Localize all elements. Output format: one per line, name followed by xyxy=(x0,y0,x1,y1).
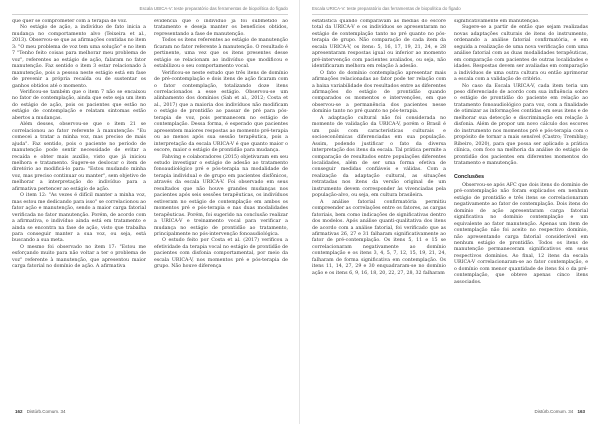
paragraph: O item 12: "As vezes é difícil manter a minha voz, mas estou me dedicando para isso" se correlacionou ao fator ação e manutenção, sendo a maior carga fatorial verificada no fator manutenção. Porém, de acordo com a afirmativa, o indivíduo ainda está em tratamento e ainda se encontra na fase de ação, visto que trabalha para conseguir manter a sua voz, ou seja, está buscando a sua meta. xyxy=(12,193,146,244)
section-heading: Conclusões xyxy=(454,174,485,181)
paragraph: O mesmo foi observado no item 17: "Estou me esforçando muito para não voltar a ter o problema de voz" referente à manutenção, que apresentou maior carga fatorial no domínio de ação. A afirmativa xyxy=(12,244,146,270)
text-columns xyxy=(312,19,588,405)
left-column-2 xyxy=(154,19,288,405)
paragraph: evidencia que o indivíduo já foi submetido ao tratamento e deseja manter os benefícios obtidos, representando a fase de manutenção. xyxy=(154,19,288,37)
left-column-1 xyxy=(12,19,146,405)
footer-label: Distúrb.Comum. 34 xyxy=(534,409,574,414)
right-column-2 xyxy=(454,19,588,405)
text-columns xyxy=(12,19,288,405)
paragraph: No estágio de ação, a indivíduo de fato inicia a mudança no comportamento alvo (Teixeira et al., 2013). Observou-se que as afirmações contidas no item 3: "O meu problema de voz tem uma solução" e no item 7 "Tenho feito coisas para melhorar meu problema de voz", referentes ao estágio de ação, falaram no fator manutenção. Faz sentido o item 3 estar relacionado à manutenção, pois a pessoa neste estágio está em fase de prevenir a própria recaída ou de sustentar os ganhos obtidos até o momento. xyxy=(12,25,146,89)
paragraph: Todos os itens referentes ao estágio de manutenção ficaram no fator referente à manutenção. O resultado é pertinente, uma vez que os itens presentes desse estágio se relacionam ao indivíduo que modificou e estabilizou o seu comportamento vocal. xyxy=(154,38,288,70)
right-page xyxy=(300,0,600,424)
page-footer xyxy=(534,409,588,414)
paragraph: Além desses, observou-se que o item 21 se correlacionou ao fator referente à manutenção: "Eu comecei a tratar a minha voz, mas preciso de mais ajuda". Faz sentido, pois o paciente no período de manutenção pode sentir necessidade de evitar a recaída e obter mais auxílio, visto que já iniciou melhora e tratamento. Sugere-se deslocar o item de diretório ao modificá-lo para: "Estou mudando minha voz, mas preciso continuar ou manter", sem objetivo de melhorar a interpretação do indivíduo para a afirmativa pertencer ao estágio de ação. xyxy=(12,122,146,192)
paragraph: significativamente em manutenção. xyxy=(454,19,540,24)
footer-label: Distúrb.Comum. 34 xyxy=(26,409,66,414)
paragraph: O fato do domínio contemplação apresentar mais afirmações relacionadas ao fator pode ter relação com a baixa variabilidade dos resultados entre as diferentes afirmações do estágio de prontidão quando comparados os momentos e intervenções, em que observou-se a permanência dos pacientes nesse domínio tanto no pré quanto no pós-terapia. xyxy=(312,70,446,115)
page-footer xyxy=(12,409,66,414)
paragraph: A análise fatorial confirmatória permitiu compreender as correlações entre os fatores, as cargas fatoriais, bem como indicações de significativas dentro dos modelos. Após análise quanti-qualitativa dos itens de acordo com a análise fatorial, foi verificado que as afirmativas 26, 27 e 31 falharam significativamente ao fator de pré-contemplação. Os itens 5, 11 e 15 se correlacionaram negativamente ao domínio contemplação e os itens 3, 4, 5, 7, 12, 15, 19, 21, 24, falharam de forma significativa em contemplação. Os itens 11, 14, 27, 29 e 30 enquadraram-se no domínio ação e os itens 6, 9, 16, 18, 20, 22, 27, 28, 32 falharam xyxy=(312,199,446,276)
paragraph: estatística quando comparavam as médias do escore total da URICA-V e os indivíduos se apresentaram no estágio de contemplação tanto no pré quanto no pós-terapia de grupo. Não comparação de cada item da escala URICA-V, os itens: 5, 16, 17, 19, 21, 24, e 28 apresentaram respostas igual ou inferior ao momento pré-intervenção com pacientes avaliados, ou seja, não identificaram melhora em relação à adesão. xyxy=(312,19,446,70)
paragraph: A adaptação cultural não foi considerada no momento de validação da URICA-V, porém o Brasil é um país com características culturais e socioeconômicas diferenciadas em sua população. Assim, podendo justificar o fato da diversa interpretação dos itens da escala. Tal prática permite a comparação de resultados entre populações diferentes localidades, além de ser uma forma efetiva de conseguir medidas confiáveis e válidas. Com a realização da adaptação cultural, as situações retratadas nos itens da versão original de um instrumento devem corresponder às vivenciadas pela população-alvo, ou seja, em cultura brasileira. xyxy=(312,115,446,199)
paragraph: Verificou-se neste estudo que três itens de domínio de pré-contemplação e dois itens de ação ficaram com o fator contemplação, totalizando doze itens correlacionados a esse estágio. Observou-se um alinhamento dos domínios (Sah et al., 2012; Costa et al., 2017) que a maioria dos indivíduos não modificam o estágio de prontidão ao passar de pré para pós-terapia de voz, pois permanecem no estágio de contemplação. Dessa forma, é esperado que pacientes apresentem maiores respostas ao momento pré-terapia ou ao menos após sua sessão terapêutica, pois a interpretação da escala URICA-V é que quanto maior o escore, maior o estágio de prontidão para mudança. xyxy=(154,70,288,154)
header-rule xyxy=(12,14,288,15)
paragraph: No caso da Escala URICA-V, cada item teria um peso diferenciado de acordo com sua influência sobre o estágio de prontidão do paciente em relação ao tratamento fonoaudiológico para voz, com a finalidade de otimizar as informações contidas em seus itens e de melhorar sua detecção e discriminação em relação à disfonia. Além de propor um novo cálculo dos escores do instrumento nos momentos pré e pós-terapia com o propósito de tornar a mais sensível (Castro; Tremblay; Ribeiro, 2020), para que possa ser aplicado a prática clínica, com foco na melhoria da análise do estágio de prontidão dos pacientes em diferentes momentos do tratamento e manutenção. xyxy=(454,83,588,166)
paragraph: Verificou-se também que o item 7 não se encaixou no fator de contemplação, ainda que este seja um item do estágio de ação, pois os pacientes que estão no estágio de contemplação e relatam sintomas estão abertos a mudanças. xyxy=(12,89,146,121)
paragraph: Sugere-se a partir de então que sejam realizadas novas adaptações culturais de itens do instrumento, ordenando a análise fatorial confirmatória, e em seguida a realização de uma nova verificação com uma análise fatorial com as duas modalidades terapêuticas, em comparação com pacientes de outras localidades e idades. Respostas devem ser avaliadas em comparação a indivíduos de uma outra cultura ou então aprimorar a escala com a validação de critério. xyxy=(454,25,588,83)
running-head: Escala UBICA-V: teste preparatório das ferramentas de biopolítica do fígado xyxy=(139,6,288,11)
paragraph: Observou-se após AFC que dois itens do domínio de pré-contemplação não foram explicados em nenhum estágio de prontidão e três itens se correlacionaram negativamente ao fator de contemplação. Dois itens do domínio de ação apresentaram carga fatorial significativa no domínio contemplação e um equivalente ao fator manutenção. Apenas um item de contemplação não foi aceito no respectivo domínio, não apresentando carga fatorial considerável em nenhum estágio de prontidão. Todos os itens de manutenção permaneceram significativos em seus respectivos domínios. Ao final, 12 itens da escala URICA-V correlacionaram-se ao fator contemplação, e o domínio com menor quantidade de itens foi o da pré-contemplação, que obteve apenas cinco itens associados. xyxy=(454,182,588,285)
page-number: 162 xyxy=(15,409,23,414)
page-number: 163 xyxy=(577,409,585,414)
paragraph: que quer se comprometer com a terapia de voz. xyxy=(12,19,128,24)
running-head: Escala URICA-V: teste preparatório das ferramentas de biopolítica do fígado xyxy=(312,6,461,11)
paragraph: O estudo feito por Costa et al. (2017) verificou a efetividade da terapia vocal no estágio de prontidão de pacientes com disfonia comportamental, por meio da escala URICA-V, nos momentos pré e pós-terapia de grupo. Não houve diferença xyxy=(154,238,288,270)
header-rule xyxy=(312,14,588,15)
paragraph: Fahving e colaboradores (2015) objetivaram em seu estudo investigar o estágio de adesão ao tratamento fonoaudiológico pré e pós-terapia na modalidade de terapia individual e de grupo em pacientes disfônicos, através da escala URICA-V. Foi observado em seus resultados que não houve grandes mudanças nos pacientes após seis sessões terapêuticas, os indivíduos estiveram no estágio de contemplação em ambos os momentos pré e pós-terapia e nas duas modalidades terapêuticas. Porém, foi sugerido na conclusão realizar a URICA-V e treinamento vocal para verificar a mudança no estágio de prontidão ao tratamento, principalmente no pós-intervenção fonoaudiológica. xyxy=(154,154,288,237)
right-column-1 xyxy=(312,19,446,405)
